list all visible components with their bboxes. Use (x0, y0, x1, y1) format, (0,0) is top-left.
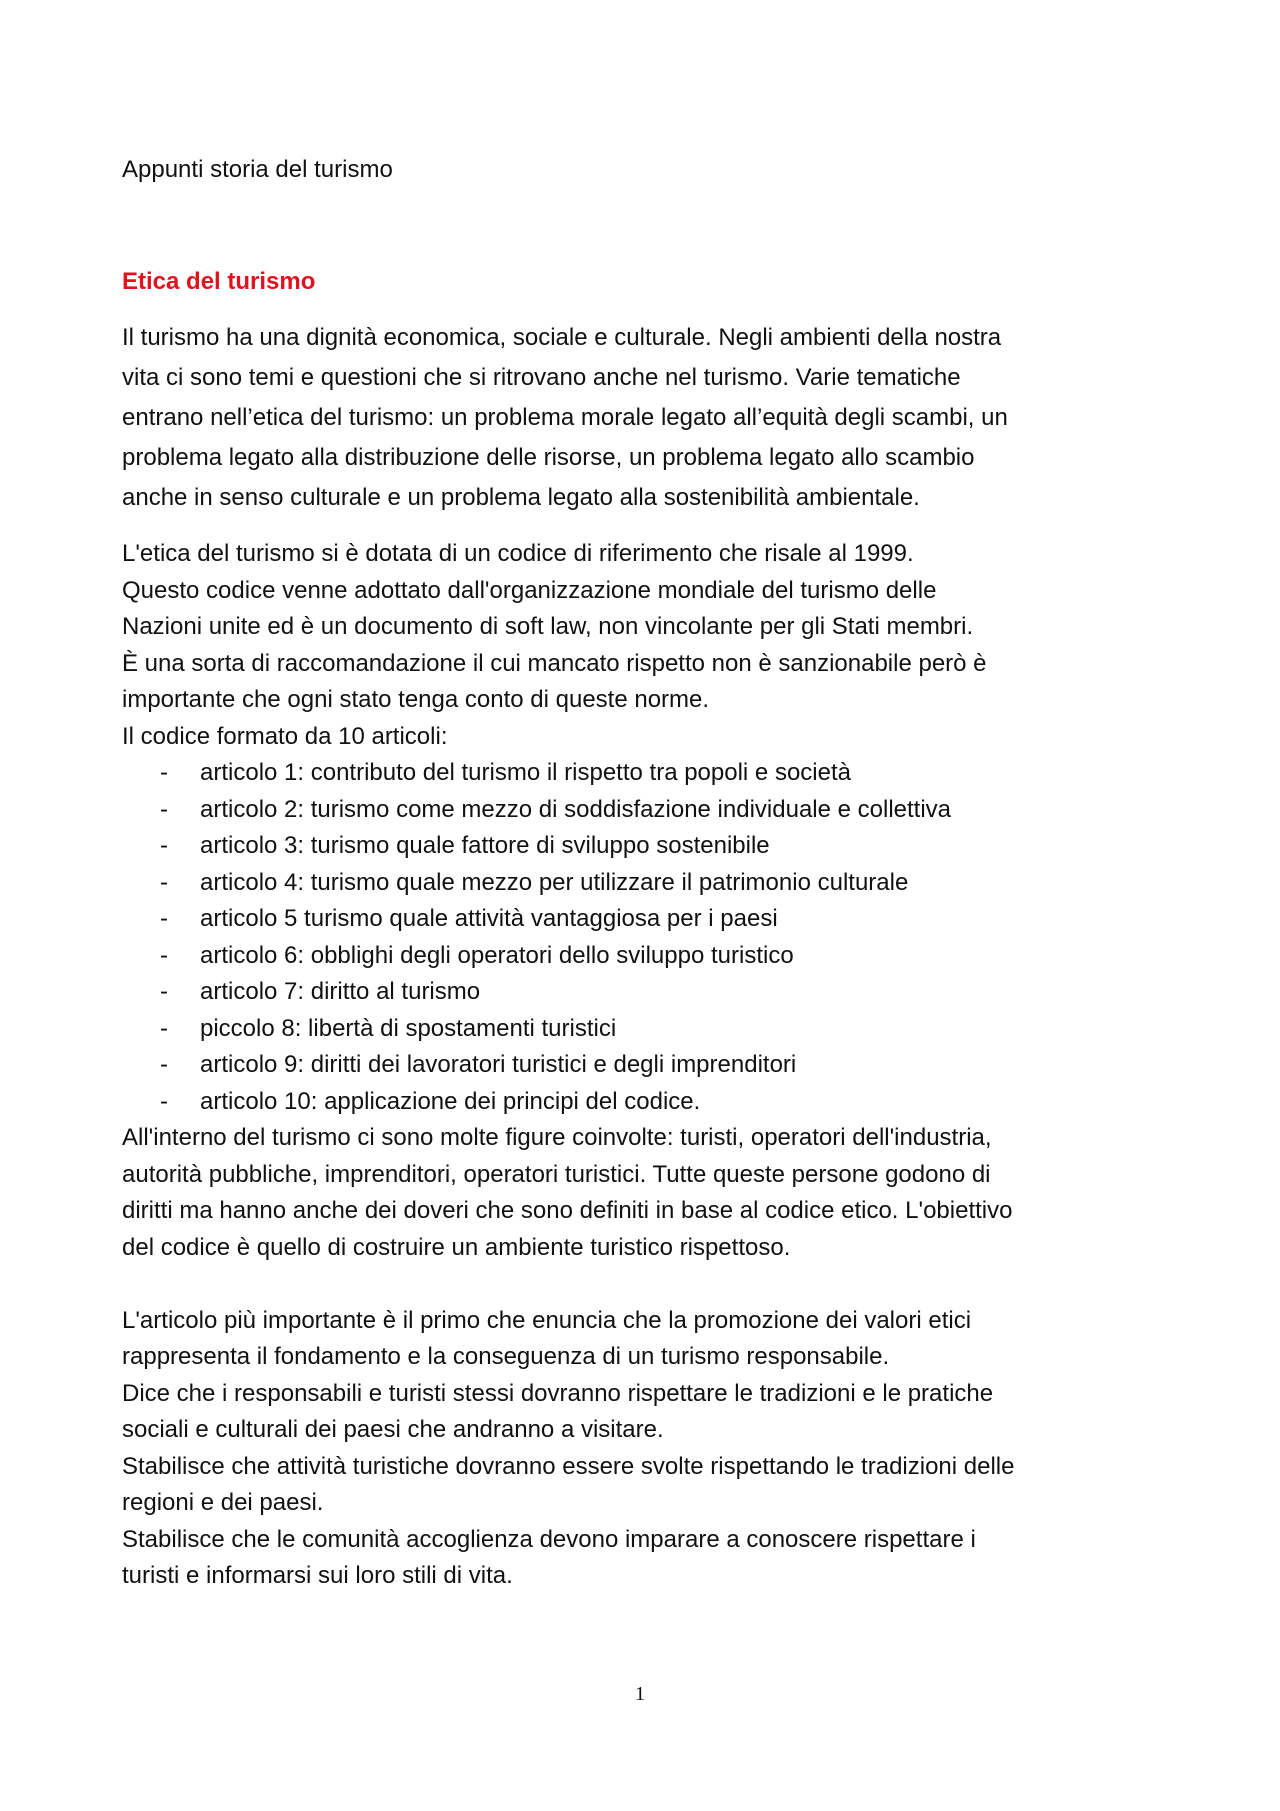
paragraph-line: autorità pubbliche, imprenditori, operatori turistici. Tutte queste persone godono di (122, 1160, 991, 1188)
document-title: Appunti storia del turismo (122, 156, 393, 183)
list-item-text: articolo 10: applicazione dei principi del codice. (200, 1087, 701, 1115)
list-item (122, 974, 1172, 1011)
paragraph-line: Dice che i responsabili e turisti stessi dovranno rispettare le tradizioni e le pratiche (122, 1379, 994, 1407)
list-dash: - (160, 868, 168, 896)
list-dash: - (160, 832, 168, 859)
list-item-text: articolo 3: turismo quale fattore di sviluppo sostenibile (200, 832, 770, 859)
paragraph-line: È una sorta di raccomandazione il cui mancato rispetto non è sanzionabile però è (122, 649, 987, 677)
paragraph-line: diritti ma hanno anche dei doveri che sono definiti in base al codice etico. L'obiettivo (122, 1197, 1013, 1224)
list-item-text: articolo 6: obblighi degli operatori dello sviluppo turistico (200, 941, 794, 969)
list-item (122, 1047, 1172, 1084)
list-dash: - (160, 1087, 168, 1115)
paragraph-line: Nazioni unite ed è un documento di soft law, non vincolante per gli Stati membri. (122, 613, 974, 640)
list-dash: - (160, 759, 168, 786)
list-item-text: articolo 5 turismo quale attività vantaggiosa per i paesi (200, 905, 778, 932)
list-item-text: articolo 9: diritti dei lavoratori turistici e degli imprenditori (200, 1051, 797, 1078)
paragraph-line: importante che ogni stato tenga conto di queste norme. (122, 686, 710, 713)
page-number: 1 (635, 1683, 645, 1705)
paragraph-line: L'etica del turismo si è dotata di un codice di riferimento che risale al 1999. (122, 540, 914, 567)
paragraph-line: Questo codice venne adottato dall'organizzazione mondiale del turismo delle (122, 576, 937, 604)
list-item-text: articolo 2: turismo come mezzo di soddisfazione individuale e collettiva (200, 795, 952, 823)
list-item (122, 865, 1172, 902)
list-item (122, 901, 1172, 938)
list-item-text: articolo 7: diritto al turismo (200, 978, 481, 1005)
list-dash: - (160, 978, 168, 1005)
list-item-text: articolo 4: turismo quale mezzo per utilizzare il patrimonio culturale (200, 868, 909, 896)
code-block (122, 536, 1172, 1595)
paragraph-line: problema legato alla distribuzione delle risorse, un problema legato allo scambio (122, 444, 975, 471)
list-item (122, 755, 1172, 792)
paragraph-line: turisti e informarsi sui loro stili di vita. (122, 1562, 513, 1589)
list-dash: - (160, 905, 168, 932)
paragraph-line: regioni e dei paesi. (122, 1489, 324, 1516)
list-item (122, 1084, 1172, 1121)
paragraph-line: sociali e culturali dei paesi che andranno a visitare. (122, 1416, 664, 1443)
paragraph-line: Stabilisce che attività turistiche dovranno essere svolte rispettando le tradizioni delle (122, 1452, 1015, 1480)
document-body (122, 152, 1172, 1595)
list-item (122, 828, 1172, 865)
paragraph-line: Il turismo ha una dignità economica, sociale e culturale. Negli ambienti della nostra (122, 324, 1002, 351)
article-list (122, 755, 1172, 1120)
list-item (122, 938, 1172, 975)
blank-line (122, 1266, 1172, 1303)
paragraph-line: vita ci sono temi e questioni che si ritrovano anche nel turismo. Varie tematiche (122, 364, 961, 391)
list-dash: - (160, 795, 168, 823)
list-item (122, 792, 1172, 829)
paragraph-line: rappresenta il fondamento e la conseguenza di un turismo responsabile. (122, 1343, 890, 1370)
list-item (122, 1011, 1172, 1048)
paragraph-line: Il codice formato da 10 articoli: (122, 722, 448, 750)
list-dash: - (160, 941, 168, 969)
list-dash: - (160, 1014, 168, 1042)
list-dash: - (160, 1051, 168, 1078)
paragraph-line: del codice è quello di costruire un ambiente turistico rispettoso. (122, 1233, 791, 1261)
paragraph-line: Stabilisce che le comunità accoglienza devono imparare a conoscere rispettare i (122, 1525, 976, 1553)
paragraph-line: L'articolo più importante è il primo che enuncia che la promozione dei valori etici (122, 1306, 972, 1334)
section-heading: Etica del turismo (122, 268, 316, 295)
paragraph-line: entrano nell’etica del turismo: un problema morale legato all’equità degli scambi, un (122, 404, 1008, 431)
list-item-text: articolo 1: contributo del turismo il rispetto tra popoli e società (200, 759, 851, 786)
paragraph-line: anche in senso culturale e un problema legato alla sostenibilità ambientale. (122, 484, 920, 511)
intro-paragraph (122, 318, 1172, 518)
paragraph-line: All'interno del turismo ci sono molte figure coinvolte: turisti, operatori dell'industria, (122, 1124, 992, 1151)
list-item-text: piccolo 8: libertà di spostamenti turistici (200, 1014, 617, 1042)
